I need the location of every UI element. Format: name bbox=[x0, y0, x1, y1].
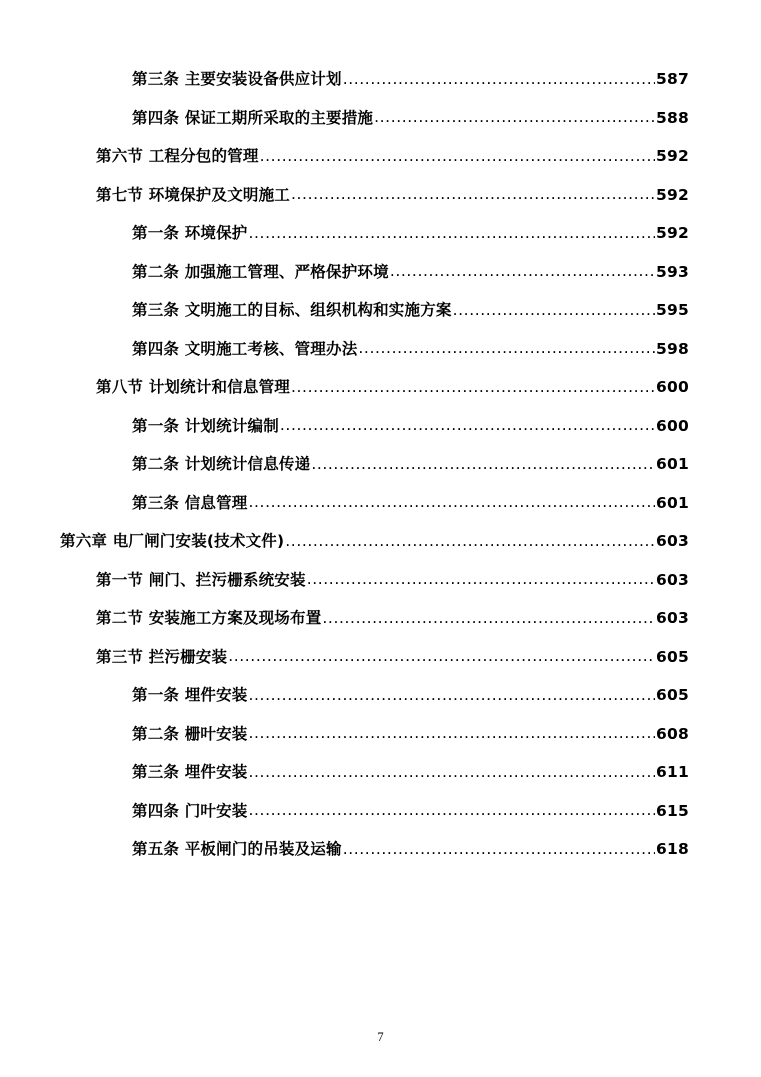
toc-entry-label: 第八节 计划统计和信息管理 bbox=[96, 378, 290, 396]
toc-entry[interactable] bbox=[96, 185, 689, 204]
toc-entry[interactable] bbox=[132, 72, 689, 88]
toc-entry-label: 第二条 计划统计信息传递 bbox=[132, 455, 311, 473]
toc-entry-page-number: 595 bbox=[656, 301, 689, 319]
toc-entry[interactable] bbox=[96, 149, 689, 165]
toc-leader-dots bbox=[374, 111, 655, 127]
toc-entry[interactable] bbox=[132, 765, 689, 781]
toc-entry-page-number: 592 bbox=[656, 147, 689, 165]
toc-entry[interactable] bbox=[132, 457, 689, 473]
toc-leader-dots bbox=[249, 804, 656, 820]
toc-entry-page-number: 605 bbox=[656, 647, 689, 666]
toc-entry-page-number: 608 bbox=[656, 724, 689, 743]
toc-entry-label: 第三节 拦污栅安装 bbox=[96, 647, 228, 666]
toc-entry-label: 第三条 文明施工的目标、组织机构和实施方案 bbox=[132, 301, 452, 319]
toc-entry-page-number: 611 bbox=[656, 763, 689, 781]
toc-entry-page-number: 601 bbox=[656, 493, 689, 512]
footer-page-number: 7 bbox=[377, 1030, 384, 1044]
toc-entry-page-number: 588 bbox=[656, 108, 689, 127]
toc-leader-dots bbox=[249, 765, 656, 781]
toc-entry-page-number: 618 bbox=[656, 840, 689, 858]
toc-entry[interactable] bbox=[96, 647, 689, 666]
toc-entry-page-number: 601 bbox=[656, 455, 689, 473]
toc-entry-page-number: 587 bbox=[656, 70, 689, 88]
toc-entry[interactable] bbox=[132, 801, 689, 820]
toc-entry[interactable] bbox=[60, 534, 689, 550]
toc-entry-label: 第三条 埋件安装 bbox=[132, 763, 248, 781]
toc-entry-page-number: 605 bbox=[656, 686, 689, 704]
toc-entry-label: 第三条 信息管理 bbox=[132, 493, 248, 512]
toc-leader-dots bbox=[280, 419, 655, 435]
toc-entry-label: 第七节 环境保护及文明施工 bbox=[96, 185, 290, 204]
toc-leader-dots bbox=[249, 496, 656, 512]
toc-entry[interactable] bbox=[96, 380, 689, 396]
toc-entry-page-number: 600 bbox=[656, 378, 689, 396]
toc-leader-dots bbox=[291, 380, 655, 396]
toc-leader-dots bbox=[249, 226, 656, 242]
toc-entry[interactable] bbox=[132, 493, 689, 512]
toc-entry[interactable] bbox=[132, 724, 689, 743]
toc-entry[interactable] bbox=[96, 570, 689, 589]
toc-leader-dots bbox=[291, 188, 655, 204]
toc-entry-label: 第一条 计划统计编制 bbox=[132, 416, 279, 435]
toc-entry-label: 第六节 工程分包的管理 bbox=[96, 147, 259, 165]
toc-leader-dots bbox=[343, 72, 655, 88]
toc-leader-dots bbox=[260, 149, 655, 165]
toc-entry[interactable] bbox=[132, 339, 689, 358]
toc-entry-label: 第二条 栅叶安装 bbox=[132, 724, 248, 743]
toc-entry[interactable] bbox=[132, 416, 689, 435]
toc-entry-label: 第一节 闸门、拦污栅系统安装 bbox=[96, 570, 306, 589]
toc-entry-label: 第五条 平板闸门的吊装及运输 bbox=[132, 840, 342, 858]
toc-entry[interactable] bbox=[96, 611, 689, 627]
toc-entry-page-number: 598 bbox=[656, 339, 689, 358]
toc-leader-dots bbox=[249, 688, 656, 704]
toc-entry-page-number: 615 bbox=[656, 801, 689, 820]
toc-entry-label: 第二条 加强施工管理、严格保护环境 bbox=[132, 262, 389, 281]
toc-entry-page-number: 600 bbox=[656, 416, 689, 435]
toc-entry-label: 第一条 环境保护 bbox=[132, 224, 248, 242]
toc-entry[interactable] bbox=[132, 303, 689, 319]
toc-leader-dots bbox=[343, 842, 655, 858]
toc-entry-label: 第一条 埋件安装 bbox=[132, 686, 248, 704]
toc-entry-label: 第四条 保证工期所采取的主要措施 bbox=[132, 108, 374, 127]
toc-entry[interactable] bbox=[132, 262, 689, 281]
toc-entry[interactable] bbox=[132, 688, 689, 704]
toc-leader-dots bbox=[453, 303, 655, 319]
toc-leader-dots bbox=[358, 342, 655, 358]
toc-leader-dots bbox=[322, 611, 655, 627]
toc-entry[interactable] bbox=[132, 226, 689, 242]
toc-entry[interactable] bbox=[132, 842, 689, 858]
toc-entry-page-number: 603 bbox=[656, 570, 689, 589]
toc-leader-dots bbox=[285, 534, 655, 550]
toc-entry-label: 第四条 门叶安装 bbox=[132, 801, 248, 820]
toc-entry-label: 第三条 主要安装设备供应计划 bbox=[132, 70, 342, 88]
table-of-contents bbox=[0, 72, 761, 881]
toc-entry-page-number: 592 bbox=[656, 185, 689, 204]
toc-entry-page-number: 603 bbox=[656, 609, 689, 627]
toc-leader-dots bbox=[228, 650, 655, 666]
toc-leader-dots bbox=[390, 265, 655, 281]
toc-entry-page-number: 592 bbox=[656, 224, 689, 242]
toc-leader-dots bbox=[311, 457, 655, 473]
toc-entry-label: 第二节 安装施工方案及现场布置 bbox=[96, 609, 322, 627]
toc-entry-page-number: 603 bbox=[656, 532, 689, 550]
toc-entry-label: 第六章 电厂闸门安装(技术文件) bbox=[60, 532, 285, 550]
toc-leader-dots bbox=[307, 573, 655, 589]
toc-entry-page-number: 593 bbox=[656, 262, 689, 281]
toc-leader-dots bbox=[249, 727, 656, 743]
toc-entry[interactable] bbox=[132, 108, 689, 127]
toc-entry-label: 第四条 文明施工考核、管理办法 bbox=[132, 339, 358, 358]
